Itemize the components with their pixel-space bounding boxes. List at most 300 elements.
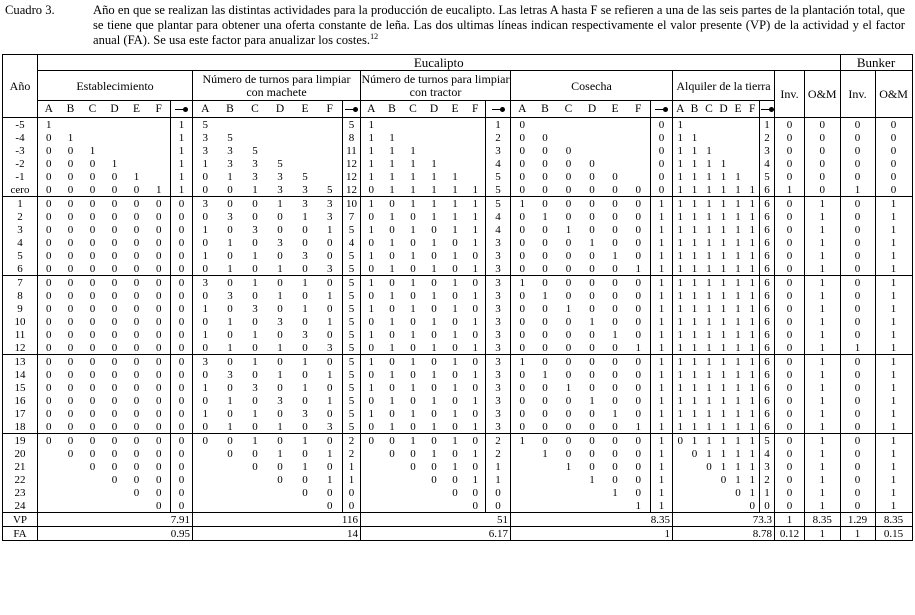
value-cell: 5 xyxy=(193,118,218,132)
value-cell: 1 xyxy=(252,276,258,289)
value-cell: 1 xyxy=(702,420,717,434)
summary-cell-alq: 73.3 xyxy=(673,513,775,527)
bunker-om-cell: 1 xyxy=(875,262,912,276)
value-cell: 5 xyxy=(252,144,258,157)
table-row xyxy=(3,249,913,262)
value-cell: 1 xyxy=(38,118,60,132)
value-cell xyxy=(60,460,82,473)
value-cell xyxy=(193,447,218,460)
value-cell: 0 xyxy=(511,420,534,434)
value-cell: 1 xyxy=(735,447,741,460)
om-cell: 1 xyxy=(805,381,841,394)
value-cell: 1 xyxy=(691,170,698,183)
value-cell: 1 xyxy=(589,236,595,249)
bunker-om-cell: 1 xyxy=(875,210,912,223)
bunker-inv-cell: 0 xyxy=(840,434,875,448)
value-cell: 0 xyxy=(227,302,233,315)
value-cell: 0 xyxy=(361,262,382,276)
value-cell: 1 xyxy=(706,302,712,315)
value-cell: 1 xyxy=(720,197,727,210)
value-cell: 0 xyxy=(133,302,140,315)
value-cell: 1 xyxy=(706,289,712,302)
value-cell: 0 xyxy=(67,223,74,236)
value-cell: 0 xyxy=(635,236,641,249)
value-cell: 0 xyxy=(67,407,74,420)
value-cell: 0 xyxy=(156,236,162,249)
value-cell: 0 xyxy=(111,381,118,394)
value-cell: 1 xyxy=(691,249,698,262)
value-cell xyxy=(717,131,731,144)
value-cell: 3 xyxy=(327,210,333,223)
value-cell xyxy=(293,131,318,144)
value-cell: 0 xyxy=(557,420,581,434)
value-cell: 1 xyxy=(89,144,96,157)
bunker-om-cell: 1 xyxy=(875,473,912,486)
value-cell: 0 xyxy=(389,447,395,460)
bunker-inv-cell: 0 xyxy=(840,315,875,328)
value-cell xyxy=(627,157,651,170)
value-cell: 0 xyxy=(111,236,118,249)
value-cell: 1 xyxy=(327,368,333,381)
summary-cell-cos: 8.35 xyxy=(511,513,673,527)
year-cell: 24 xyxy=(3,499,38,513)
value-cell xyxy=(38,473,60,486)
value-cell xyxy=(126,499,148,513)
value-cell: 0 xyxy=(227,434,233,447)
value-cell: 0 xyxy=(327,381,333,394)
om-cell: 1 xyxy=(805,447,841,460)
value-cell: 0 xyxy=(635,407,641,420)
om-cell: 1 xyxy=(805,527,841,541)
year-cell: FA xyxy=(3,527,38,541)
section-header-alq: Alquiler de la tierra xyxy=(673,71,775,101)
value-cell: 1 xyxy=(749,394,755,407)
value-cell: 0 xyxy=(565,434,572,447)
value-cell xyxy=(702,473,717,486)
value-cell: 0 xyxy=(82,420,104,434)
om-cell: 1 xyxy=(805,341,841,355)
sum-cell: 0 xyxy=(171,223,193,236)
value-cell: 0 xyxy=(193,183,218,197)
sum-cell: 6 xyxy=(760,341,775,355)
value-cell: 1 xyxy=(472,394,478,407)
value-cell: 1 xyxy=(735,236,741,249)
value-cell: 0 xyxy=(133,473,140,486)
value-cell: 1 xyxy=(673,118,688,132)
value-cell: 1 xyxy=(749,276,755,289)
om-cell: 1 xyxy=(805,407,841,420)
sum-cell: 1 xyxy=(651,341,673,355)
subcol-header: C xyxy=(557,101,581,118)
value-cell: 1 xyxy=(717,183,731,197)
bunker-inv-cell: 0 xyxy=(840,210,875,223)
value-cell: 1 xyxy=(431,447,437,460)
bunker-inv-cell: 0 xyxy=(840,223,875,236)
value-cell: 0 xyxy=(156,223,162,236)
value-cell xyxy=(382,460,403,473)
value-cell: 0 xyxy=(133,355,140,368)
year-cell: cero xyxy=(3,183,38,197)
year-cell: 23 xyxy=(3,486,38,499)
bunker-om-cell: 1 xyxy=(875,197,912,211)
value-cell xyxy=(318,131,343,144)
bunker-om-cell: 1 xyxy=(875,407,912,420)
value-cell: 1 xyxy=(542,289,548,302)
sum-cell: 1 xyxy=(651,355,673,369)
value-cell xyxy=(627,131,651,144)
sum-cell: 6 xyxy=(760,420,775,434)
value-cell: 0 xyxy=(111,328,118,341)
value-cell: 3 xyxy=(252,223,258,236)
value-cell: 1 xyxy=(746,341,760,355)
sum-cell: 0 xyxy=(171,447,193,460)
bunker-inv-cell: 0 xyxy=(840,355,875,369)
value-cell: 3 xyxy=(252,157,258,170)
inv-cell: 0 xyxy=(775,223,805,236)
value-cell: 0 xyxy=(445,341,466,355)
value-cell: 0 xyxy=(589,407,595,420)
value-cell: 1 xyxy=(403,183,424,197)
value-cell: 1 xyxy=(735,197,741,210)
value-cell: 1 xyxy=(389,368,395,381)
value-cell: 0 xyxy=(472,407,478,420)
value-cell: 1 xyxy=(688,262,702,276)
table-row xyxy=(3,407,913,420)
value-cell: 0 xyxy=(89,447,96,460)
value-cell: 1 xyxy=(302,355,308,368)
value-cell: 0 xyxy=(452,315,458,328)
bunker-inv-cell: 0 xyxy=(840,486,875,499)
value-cell: 0 xyxy=(511,210,534,223)
value-cell: 0 xyxy=(60,262,82,276)
value-cell: 0 xyxy=(327,434,333,447)
value-cell: 1 xyxy=(612,407,618,420)
value-cell: 0 xyxy=(635,486,641,499)
value-cell: 0 xyxy=(565,236,572,249)
value-cell: 1 xyxy=(706,328,712,341)
value-cell: 0 xyxy=(327,407,333,420)
value-cell: 0 xyxy=(511,236,534,249)
value-cell: 1 xyxy=(673,276,688,290)
value-cell: 3 xyxy=(302,407,308,420)
inv-cell: 0 xyxy=(775,262,805,276)
value-cell: 0 xyxy=(557,262,581,276)
header-row-sections xyxy=(3,71,913,101)
section-header-cos: Cosecha xyxy=(511,71,673,101)
value-cell: 1 xyxy=(327,394,333,407)
value-cell: 0 xyxy=(691,447,698,460)
value-cell xyxy=(60,473,82,486)
sum-cell: 3 xyxy=(486,420,511,434)
value-cell xyxy=(82,131,104,144)
value-cell: 1 xyxy=(735,407,741,420)
value-cell: 1 xyxy=(193,223,218,236)
value-cell: 1 xyxy=(452,407,458,420)
year-cell: 14 xyxy=(3,368,38,381)
om-cell: 1 xyxy=(805,328,841,341)
value-cell: 3 xyxy=(227,144,233,157)
om-cell: 1 xyxy=(805,434,841,448)
value-cell: 0 xyxy=(542,434,548,447)
value-cell: 0 xyxy=(302,486,308,499)
value-cell xyxy=(717,144,731,157)
value-cell: 1 xyxy=(673,197,688,211)
value-cell: 1 xyxy=(735,315,741,328)
value-cell: 1 xyxy=(302,302,308,315)
value-cell: 0 xyxy=(156,486,162,499)
value-cell xyxy=(557,473,581,486)
value-cell xyxy=(218,499,243,513)
value-cell: 0 xyxy=(156,447,162,460)
scalar-header-2: Inv. xyxy=(840,71,875,118)
value-cell: 0 xyxy=(133,460,140,473)
value-cell: 0 xyxy=(472,486,478,499)
value-cell: 0 xyxy=(735,486,741,499)
value-cell: 1 xyxy=(720,434,727,447)
value-cell: 1 xyxy=(720,407,727,420)
value-cell: 0 xyxy=(67,197,74,210)
value-cell: 0 xyxy=(589,460,595,473)
sum-cell: 2 xyxy=(486,131,511,144)
value-cell: 0 xyxy=(111,170,118,183)
sum-cell: 2 xyxy=(343,434,361,448)
value-cell: 0 xyxy=(111,447,118,460)
value-cell: 1 xyxy=(252,355,258,368)
value-cell: 1 xyxy=(277,289,283,302)
value-cell: 0 xyxy=(452,394,458,407)
value-cell: 0 xyxy=(604,420,627,434)
value-cell: 1 xyxy=(466,341,486,355)
value-cell: 0 xyxy=(612,210,618,223)
bunker-om-cell: 0 xyxy=(875,183,912,197)
om-cell: 1 xyxy=(805,262,841,276)
value-cell: 1 xyxy=(706,170,712,183)
subcol-header: C xyxy=(403,101,424,118)
value-cell: 3 xyxy=(193,197,218,211)
inv-cell: 1 xyxy=(775,513,805,527)
value-cell xyxy=(466,118,486,132)
value-cell: 0 xyxy=(612,197,618,210)
om-cell: 1 xyxy=(805,486,841,499)
value-cell: 3 xyxy=(227,210,233,223)
value-cell: 0 xyxy=(534,183,557,197)
value-cell: 0 xyxy=(193,210,218,223)
sum-cell: 3 xyxy=(486,249,511,262)
value-cell xyxy=(318,118,343,132)
sum-cell: 5 xyxy=(343,341,361,355)
value-cell: 1 xyxy=(243,183,268,197)
value-cell: 0 xyxy=(193,236,218,249)
value-cell: 0 xyxy=(156,473,162,486)
value-cell: 1 xyxy=(361,249,382,262)
value-cell: 1 xyxy=(431,157,437,170)
value-cell: 1 xyxy=(673,210,688,223)
value-cell: 0 xyxy=(111,223,118,236)
value-cell xyxy=(731,157,746,170)
value-cell xyxy=(688,473,702,486)
value-cell: 1 xyxy=(691,434,698,447)
value-cell: 3 xyxy=(327,197,333,210)
value-cell: 0 xyxy=(565,368,572,381)
sum-cell: 0 xyxy=(171,381,193,394)
sum-cell: 5 xyxy=(343,118,361,132)
value-cell: 1 xyxy=(361,157,382,170)
value-cell: 1 xyxy=(731,420,746,434)
value-cell: 0 xyxy=(318,499,343,513)
sum-cell: 4 xyxy=(486,223,511,236)
value-cell: 1 xyxy=(706,236,712,249)
value-cell xyxy=(557,118,581,132)
bunker-om-cell: 1 xyxy=(875,223,912,236)
value-cell: 0 xyxy=(67,276,74,289)
value-cell: 1 xyxy=(673,341,688,355)
value-cell: 5 xyxy=(277,157,283,170)
value-cell xyxy=(746,144,760,157)
table-row xyxy=(3,302,913,315)
value-cell: 0 xyxy=(604,341,627,355)
value-cell: 0 xyxy=(565,197,572,210)
sum-cell: 1 xyxy=(651,236,673,249)
sum-cell: 3 xyxy=(486,341,511,355)
sum-cell: 5 xyxy=(486,197,511,211)
sum-cell: 3 xyxy=(486,236,511,249)
sum-cell: 1 xyxy=(486,473,511,486)
subcol-header: A xyxy=(511,101,534,118)
bunker-inv-cell: 0 xyxy=(840,118,875,132)
value-cell xyxy=(104,118,126,132)
value-cell: 1 xyxy=(691,131,698,144)
value-cell: 0 xyxy=(111,249,118,262)
table-row xyxy=(3,486,913,499)
sum-cell: 5 xyxy=(486,170,511,183)
value-cell: 3 xyxy=(293,183,318,197)
value-cell: 1 xyxy=(277,447,283,460)
inv-cell: 0 xyxy=(775,381,805,394)
value-cell: 0 xyxy=(227,447,233,460)
value-cell: 0 xyxy=(511,262,534,276)
value-cell xyxy=(557,131,581,144)
value-cell xyxy=(382,499,403,513)
value-cell: 0 xyxy=(126,341,148,355)
sum-cell: 1 xyxy=(651,499,673,513)
value-cell: 0 xyxy=(38,262,60,276)
value-cell: 1 xyxy=(749,197,755,210)
value-cell xyxy=(403,499,424,513)
value-cell: 0 xyxy=(431,302,437,315)
value-cell: 0 xyxy=(581,420,604,434)
value-cell: 1 xyxy=(749,236,755,249)
table-row xyxy=(3,394,913,407)
value-cell: 0 xyxy=(410,289,416,302)
value-cell: 0 xyxy=(410,315,416,328)
value-cell: 0 xyxy=(126,262,148,276)
value-cell: 0 xyxy=(361,434,382,448)
value-cell: 0 xyxy=(635,302,641,315)
sum-cell: 0 xyxy=(651,183,673,197)
value-cell: 1 xyxy=(720,170,727,183)
sum-cell: 5 xyxy=(343,302,361,315)
table-row xyxy=(3,223,913,236)
table-row xyxy=(3,527,913,541)
value-cell: 0 xyxy=(148,341,171,355)
value-cell: 0 xyxy=(252,447,258,460)
value-cell: 1 xyxy=(472,473,478,486)
value-cell: 0 xyxy=(277,249,283,262)
value-cell: 0 xyxy=(193,394,218,407)
value-cell: 1 xyxy=(749,447,755,460)
year-cell: 15 xyxy=(3,381,38,394)
bunker-inv-cell: 0 xyxy=(840,249,875,262)
value-cell: 1 xyxy=(361,197,382,211)
value-cell: 0 xyxy=(38,144,60,157)
value-cell: 0 xyxy=(565,407,572,420)
subcol-header: E xyxy=(293,101,318,118)
sum-cell: 5 xyxy=(343,289,361,302)
value-cell: 0 xyxy=(612,368,618,381)
value-cell: 1 xyxy=(673,236,688,249)
sum-cell: 0 xyxy=(171,473,193,486)
value-cell: 0 xyxy=(227,328,233,341)
value-cell: 1 xyxy=(218,420,243,434)
sum-cell: 6 xyxy=(760,276,775,290)
inv-cell: 0 xyxy=(775,197,805,211)
value-cell: 0 xyxy=(452,486,458,499)
sum-cell: 1 xyxy=(343,460,361,473)
value-cell: 0 xyxy=(89,170,96,183)
sum-cell: 0 xyxy=(171,276,193,290)
value-cell: 1 xyxy=(431,236,437,249)
value-cell: 1 xyxy=(361,276,382,290)
value-cell: 1 xyxy=(691,144,698,157)
sum-column-header xyxy=(760,101,775,118)
bunker-inv-cell: 0 xyxy=(840,328,875,341)
value-cell: 0 xyxy=(133,328,140,341)
value-cell: 0 xyxy=(542,236,548,249)
value-cell: 0 xyxy=(133,368,140,381)
year-cell: 18 xyxy=(3,420,38,434)
sum-cell: 5 xyxy=(343,420,361,434)
value-cell: 1 xyxy=(735,460,741,473)
value-cell xyxy=(382,473,403,486)
om-cell: 1 xyxy=(805,368,841,381)
value-cell: 1 xyxy=(565,460,572,473)
value-cell: 1 xyxy=(361,144,382,157)
table-row xyxy=(3,289,913,302)
value-cell: 0 xyxy=(156,249,162,262)
value-cell: 1 xyxy=(389,236,395,249)
value-cell: 0 xyxy=(252,368,258,381)
value-cell: 1 xyxy=(252,249,258,262)
value-cell: 0 xyxy=(472,302,478,315)
value-cell: 1 xyxy=(749,434,755,447)
table-row xyxy=(3,368,913,381)
value-cell: 0 xyxy=(589,157,595,170)
value-cell: 0 xyxy=(589,249,595,262)
om-cell: 0 xyxy=(805,144,841,157)
value-cell xyxy=(193,499,218,513)
value-cell: 1 xyxy=(627,341,651,355)
value-cell: 3 xyxy=(268,183,293,197)
value-cell: 1 xyxy=(691,157,698,170)
value-cell: 0 xyxy=(327,486,333,499)
value-cell: 1 xyxy=(452,223,458,236)
value-cell: 0 xyxy=(635,328,641,341)
sum-cell: 0 xyxy=(171,460,193,473)
value-cell: 0 xyxy=(511,131,534,144)
value-cell: 0 xyxy=(635,473,641,486)
sum-cell: 6 xyxy=(760,355,775,369)
value-cell: 0 xyxy=(67,434,74,447)
